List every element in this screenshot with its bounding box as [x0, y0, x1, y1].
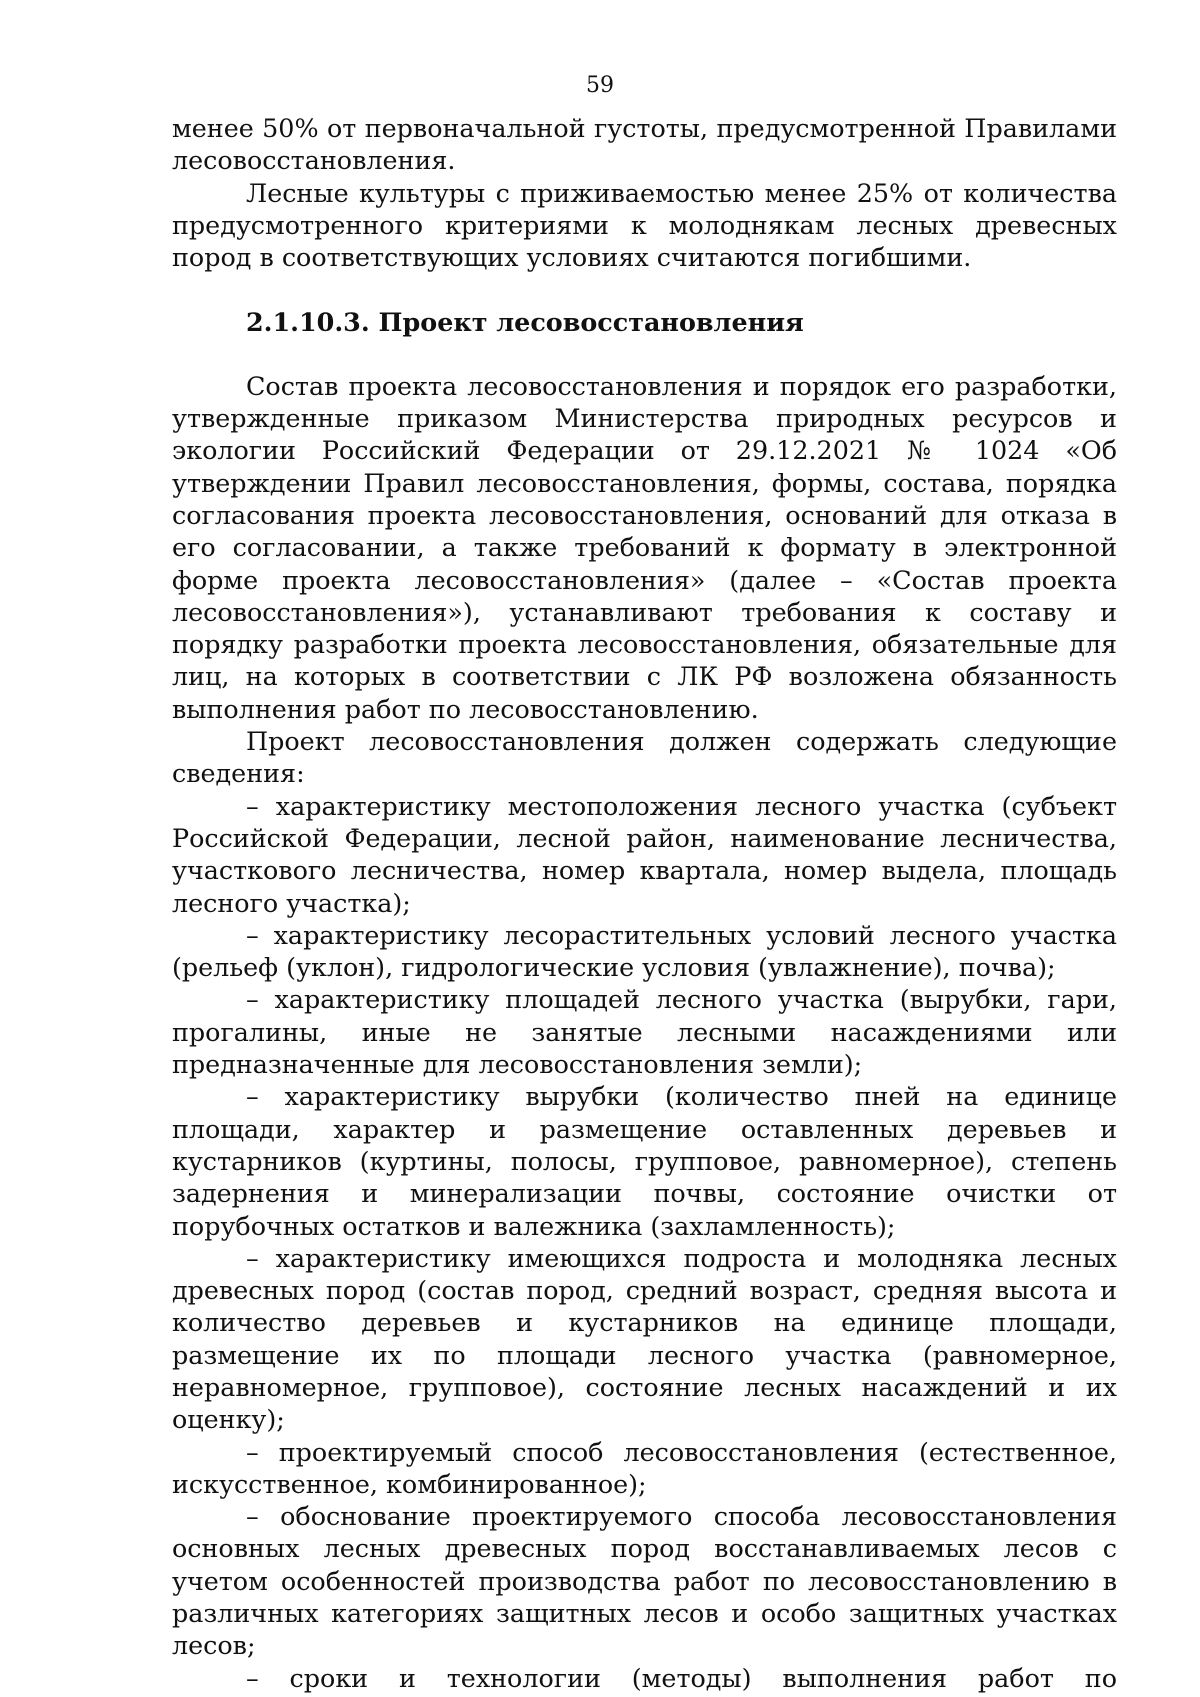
list-item-areas: – характеристику площадей лесного участка (вырубки, гари, прогалины, иные не занятые лесными насаждениями или предназначенные для лесовосстановления земли); [172, 984, 1117, 1080]
list-item-undergrowth: – характеристику имеющихся подроста и молодняка лесных древесных пород (состав пород, средний возраст, средняя высота и количество деревьев и кустарников на единице площади, размещение их по площади лесного участка (равномерное, неравномерное, групповое), состояние лесных насаждений и их оценку); [172, 1242, 1117, 1435]
paragraph-survival-rate: Лесные культуры с приживаемостью менее 25% от количества предусмотренного критериями к молоднякам лесных древесных пород в соответствующих условиях считаются погибшими. [172, 177, 1117, 273]
document-body [172, 112, 1117, 1694]
list-item-clearing: – характеристику вырубки (количество пней на единице площади, характер и размещение оставленных деревьев и кустарников (куртины, полосы, групповое, равномерное), степень задернения и минерализации почвы, состояние очистки от порубочных остатков и валежника (захламленность); [172, 1081, 1117, 1241]
section-heading: 2.1.10.3. Проект лесовосстановления [246, 307, 804, 338]
page-number: 59 [586, 73, 614, 98]
paragraph-project-contents: Проект лесовосстановления должен содержать следующие сведения: [172, 726, 1117, 789]
list-item-method: – проектируемый способ лесовосстановления (естественное, искусственное, комбинированное); [172, 1436, 1117, 1499]
list-item-location: – характеристику местоположения лесного участка (субъект Российской Федерации, лесной район, наименование лесничества, участкового лесничества, номер квартала, номер выдела, площадь лесного участка); [172, 790, 1117, 918]
paragraph-project-composition: Состав проекта лесовосстановления и порядок его разработки, утвержденные приказом Министерства природных ресурсов и экологии Российский Федерации от 29.12.2021 № 1024 «Об утверждении Правил лесовосстановления, формы, состава, порядка согласования проекта лесовосстановления, оснований для отказа в его согласовании, а также требований к формату в электронной форме проекта лесовосстановления» (далее – «Состав проекта лесовосстановления»), устанавливают требования к составу и порядку разработки проекта лесовосстановления, обязательные для лиц, на которых в соответствии с ЛК РФ возложена обязанность выполнения работ по лесовосстановлению. [172, 370, 1117, 724]
list-item-method-justification: – обоснование проектируемого способа лесовосстановления основных лесных древесных пород восстанавливаемых лесов с учетом особенностей производства работ по лесовосстановлению в различных категориях защитных лесов и особо защитных участках лесов; [172, 1501, 1117, 1661]
list-item-growing-conditions: – характеристику лесорастительных условий лесного участка (рельеф (уклон), гидрологические условия (увлажнение), почва); [172, 919, 1117, 983]
paragraph-density: менее 50% от первоначальной густоты, предусмотренной Правилами лесовосстановления. [172, 113, 1117, 176]
list-item-timing: – сроки и технологии (методы) выполнения работ по [246, 1662, 1117, 1693]
